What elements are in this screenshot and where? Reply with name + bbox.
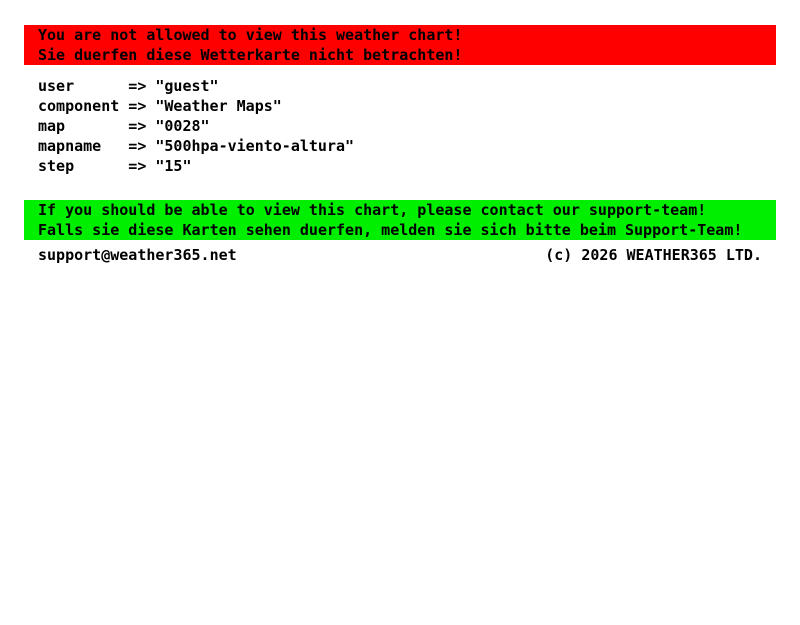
arrow-glyph: => <box>128 97 147 115</box>
support-email: support@weather365.net <box>38 246 237 264</box>
param-key: step <box>38 157 75 175</box>
support-message-en: If you should be able to view this chart, please contact our support-team! <box>38 201 707 219</box>
param-key: component <box>38 97 120 115</box>
support-message-de: Falls sie diese Karten sehen duerfen, melden sie sich bitte beim Support-Team! <box>38 221 743 239</box>
param-key: map <box>38 117 66 135</box>
support-banner <box>24 200 776 240</box>
param-value: "Weather Maps" <box>155 97 282 115</box>
param-value: "guest" <box>155 77 219 95</box>
copyright: (c) 2026 WEATHER365 LTD. <box>545 246 762 264</box>
param-row-user <box>38 76 762 96</box>
param-value: "500hpa-viento-altura" <box>155 137 355 155</box>
denied-message-de: Sie duerfen diese Wetterkarte nicht betrachten! <box>38 46 463 64</box>
param-value: "0028" <box>155 117 210 135</box>
arrow-glyph: => <box>128 157 147 175</box>
param-row-mapname <box>38 136 762 156</box>
arrow-glyph: => <box>128 137 147 155</box>
footer <box>24 245 776 265</box>
denied-message-en: You are not allowed to view this weather chart! <box>38 26 463 44</box>
param-row-map <box>38 116 762 136</box>
arrow-glyph: => <box>128 77 147 95</box>
param-value: "15" <box>155 157 192 175</box>
param-key: mapname <box>38 137 102 155</box>
param-row-step <box>38 156 762 176</box>
param-row-component <box>38 96 762 116</box>
param-key: user <box>38 77 75 95</box>
access-denied-banner <box>24 25 776 65</box>
request-params <box>24 76 776 176</box>
error-page <box>24 25 776 265</box>
arrow-glyph: => <box>128 117 147 135</box>
